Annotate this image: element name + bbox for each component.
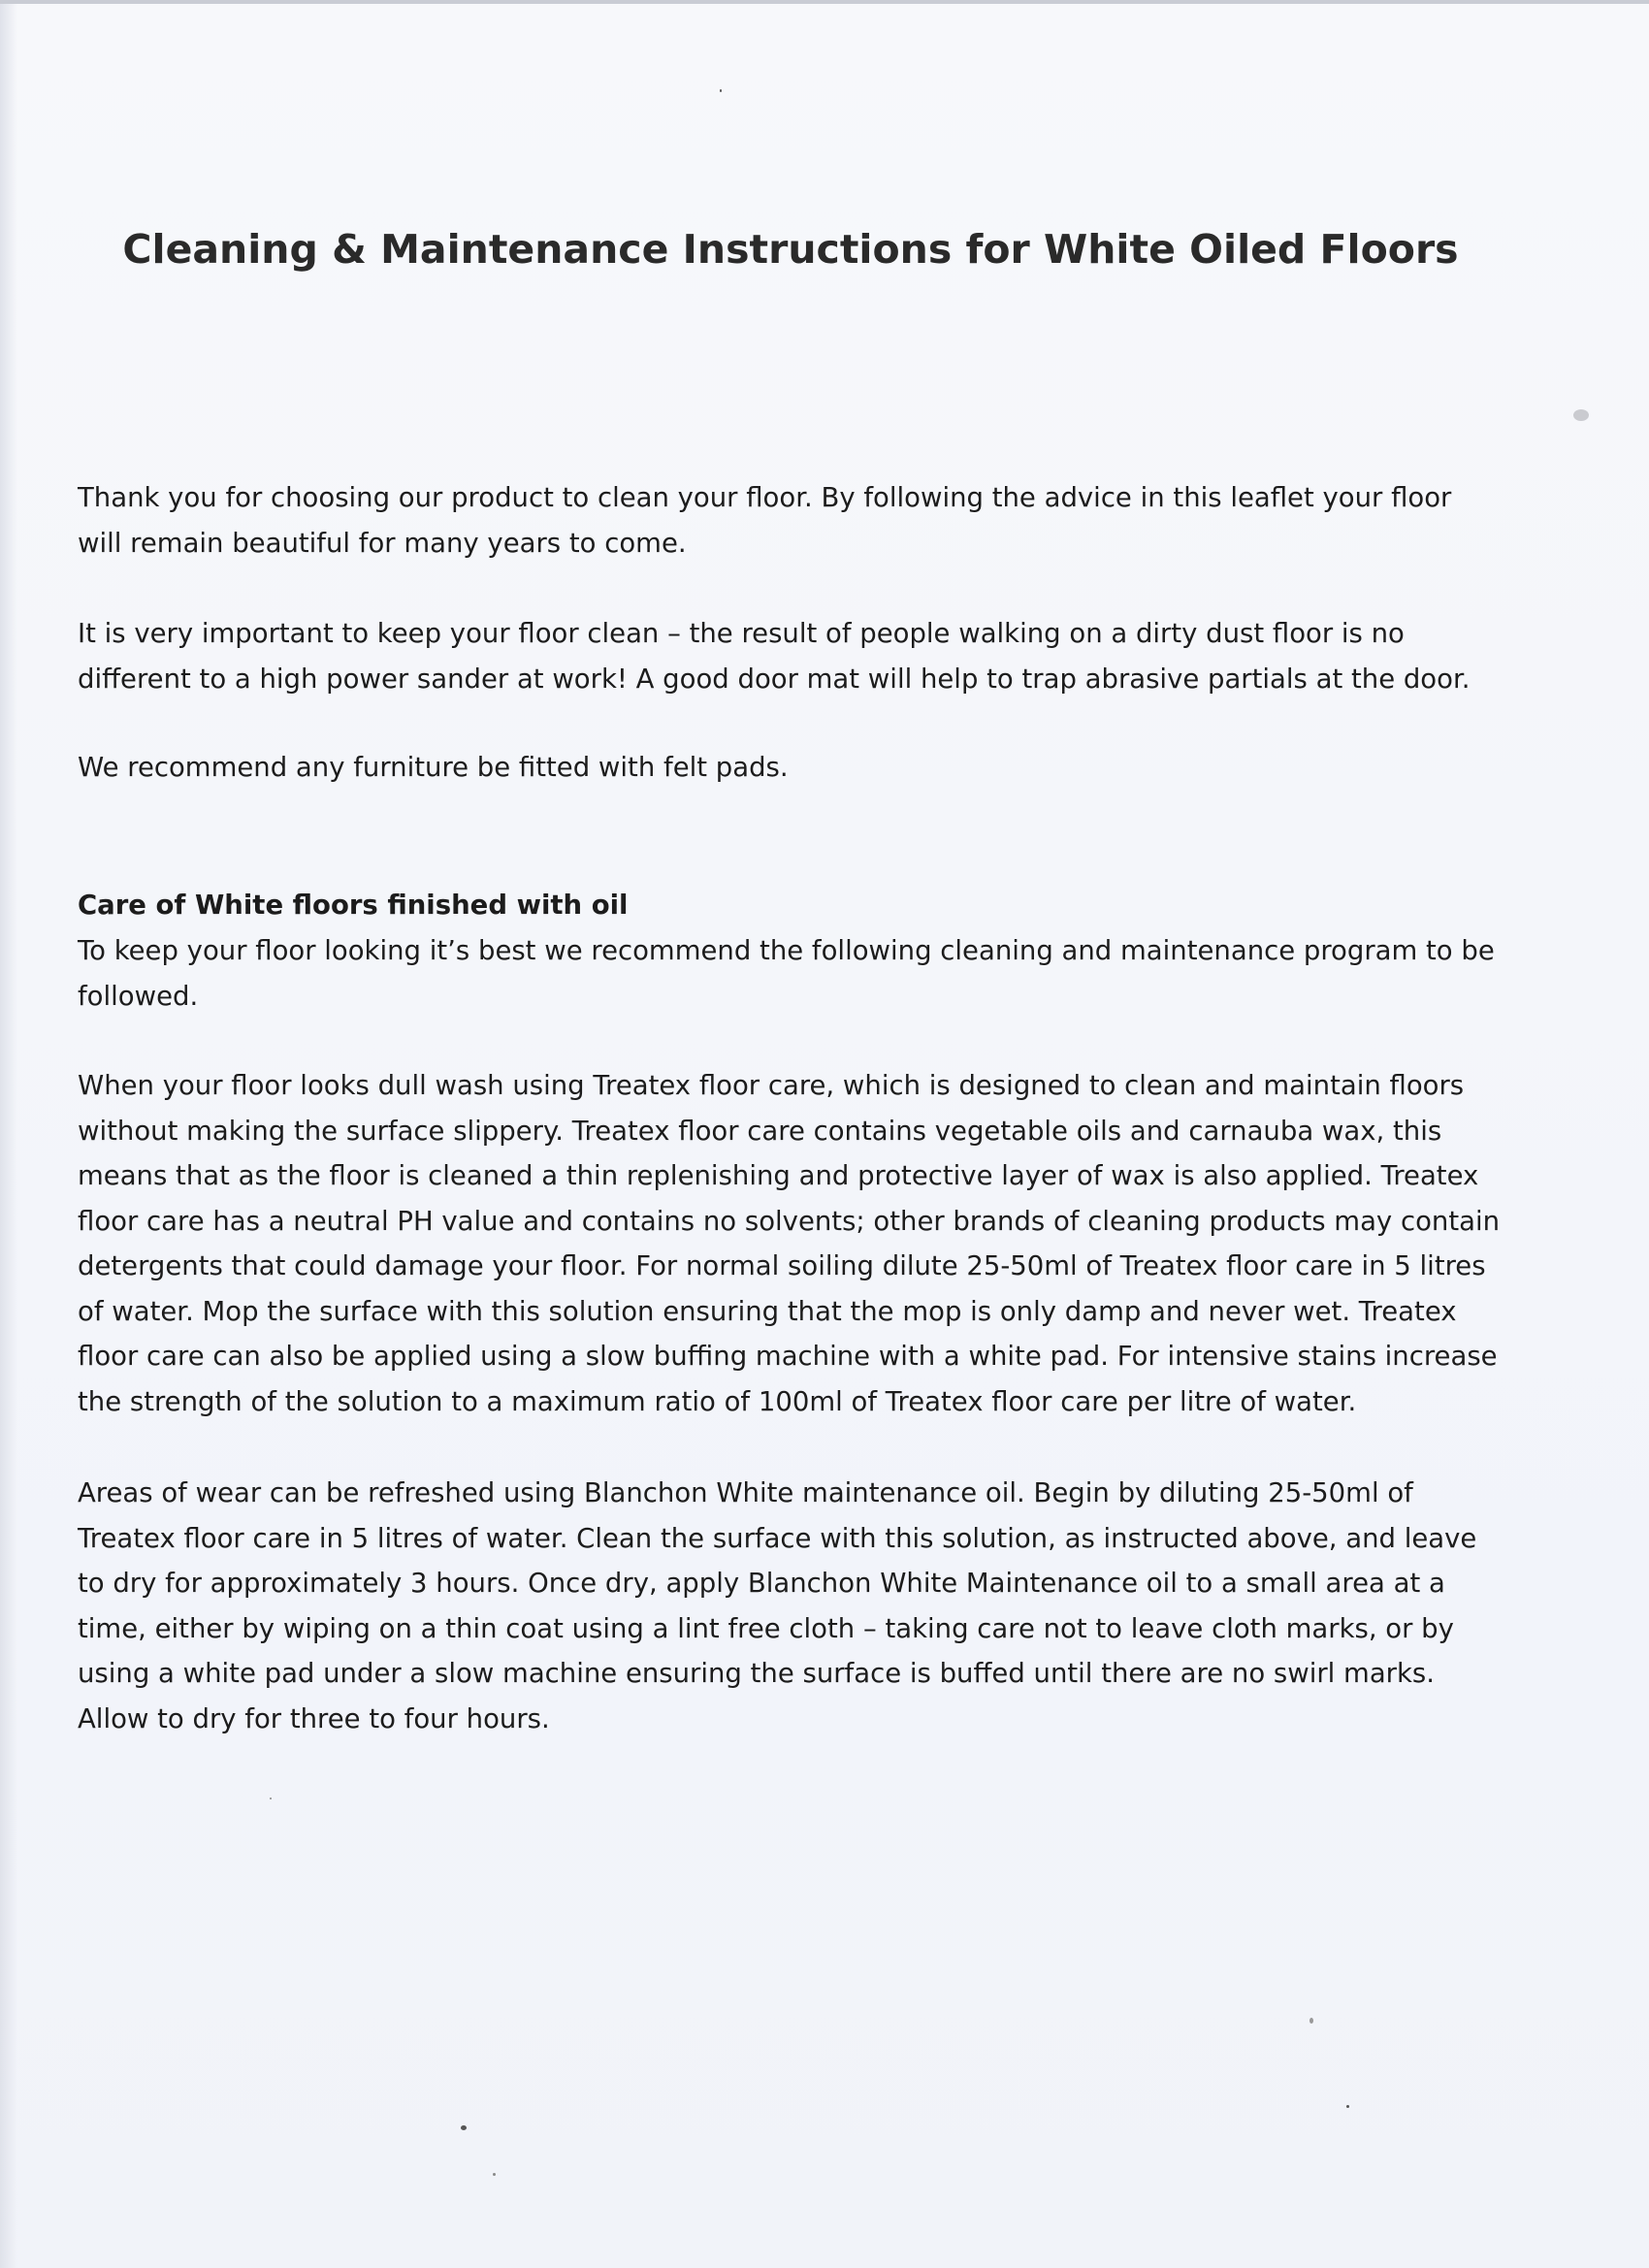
scan-edge-shadow xyxy=(0,0,17,2268)
scan-top-edge xyxy=(0,0,1649,4)
section-heading: Care of White floors finished with oil xyxy=(78,890,629,921)
scan-speck xyxy=(493,2173,496,2176)
section-paragraph-program: To keep your floor looking it’s best we recommend the following cleaning and maintenance program to be followed. xyxy=(78,935,1495,1012)
intro-paragraph-thanks: Thank you for choosing our product to clean your floor. By following the advice in this leaflet your floor will remain beautiful for many years to come. xyxy=(78,482,1452,559)
intro-paragraph-keep-clean: It is very important to keep your floor clean – the result of people walking on a dirty dust floor is no different to a high power sander at work! A good door mat will help to trap abrasive partials at the door. xyxy=(78,618,1471,695)
section-paragraph-wear-areas: Areas of wear can be refreshed using Blanchon White maintenance oil. Begin by diluting 25-50ml of Treatex floor care in 5 litres of water. Clean the surface with this solution, as instructed above, and leave to dry for approximately 3 hours. Once dry, apply Blanchon White Maintenance oil to a small area at a time, either by wiping on a thin coat using a lint free cloth – taking care not to leave cloth marks, or by using a white pad under a slow machine ensuring the surface is buffed until there are no swirl marks. Allow to dry for three to four hours. xyxy=(78,1477,1477,1734)
intro-paragraph-felt-pads: We recommend any furniture be fitted with felt pads. xyxy=(78,752,789,783)
scan-speck xyxy=(720,89,722,92)
scan-speck xyxy=(461,2125,467,2130)
document-title: Cleaning & Maintenance Instructions for White Oiled Floors xyxy=(122,226,1459,273)
scan-speck xyxy=(1310,2018,1313,2024)
scan-speck xyxy=(1346,2105,1349,2108)
section-paragraph-washing: When your floor looks dull wash using Treatex floor care, which is designed to clean and maintain floors without making the surface slippery. Treatex floor care contains vegetable oils and carnauba wax, this means that as the floor is cleaned a thin replenishing and protective layer of wax is also applied. Treatex floor care has a neutral PH value and contains no solvents; other brands of cleaning products may contain detergents that could damage your floor. For normal soiling dilute 25-50ml of Treatex floor care in 5 litres of water. Mop the surface with this solution ensuring that the mop is only damp and never wet. Treatex floor care can also be applied using a slow buffing machine with a white pad. For intensive stains increase the strength of the solution to a maximum ratio of 100ml of Treatex floor care per litre of water. xyxy=(78,1070,1501,1417)
scan-smudge xyxy=(1573,409,1589,421)
scan-speck xyxy=(270,1798,272,1799)
